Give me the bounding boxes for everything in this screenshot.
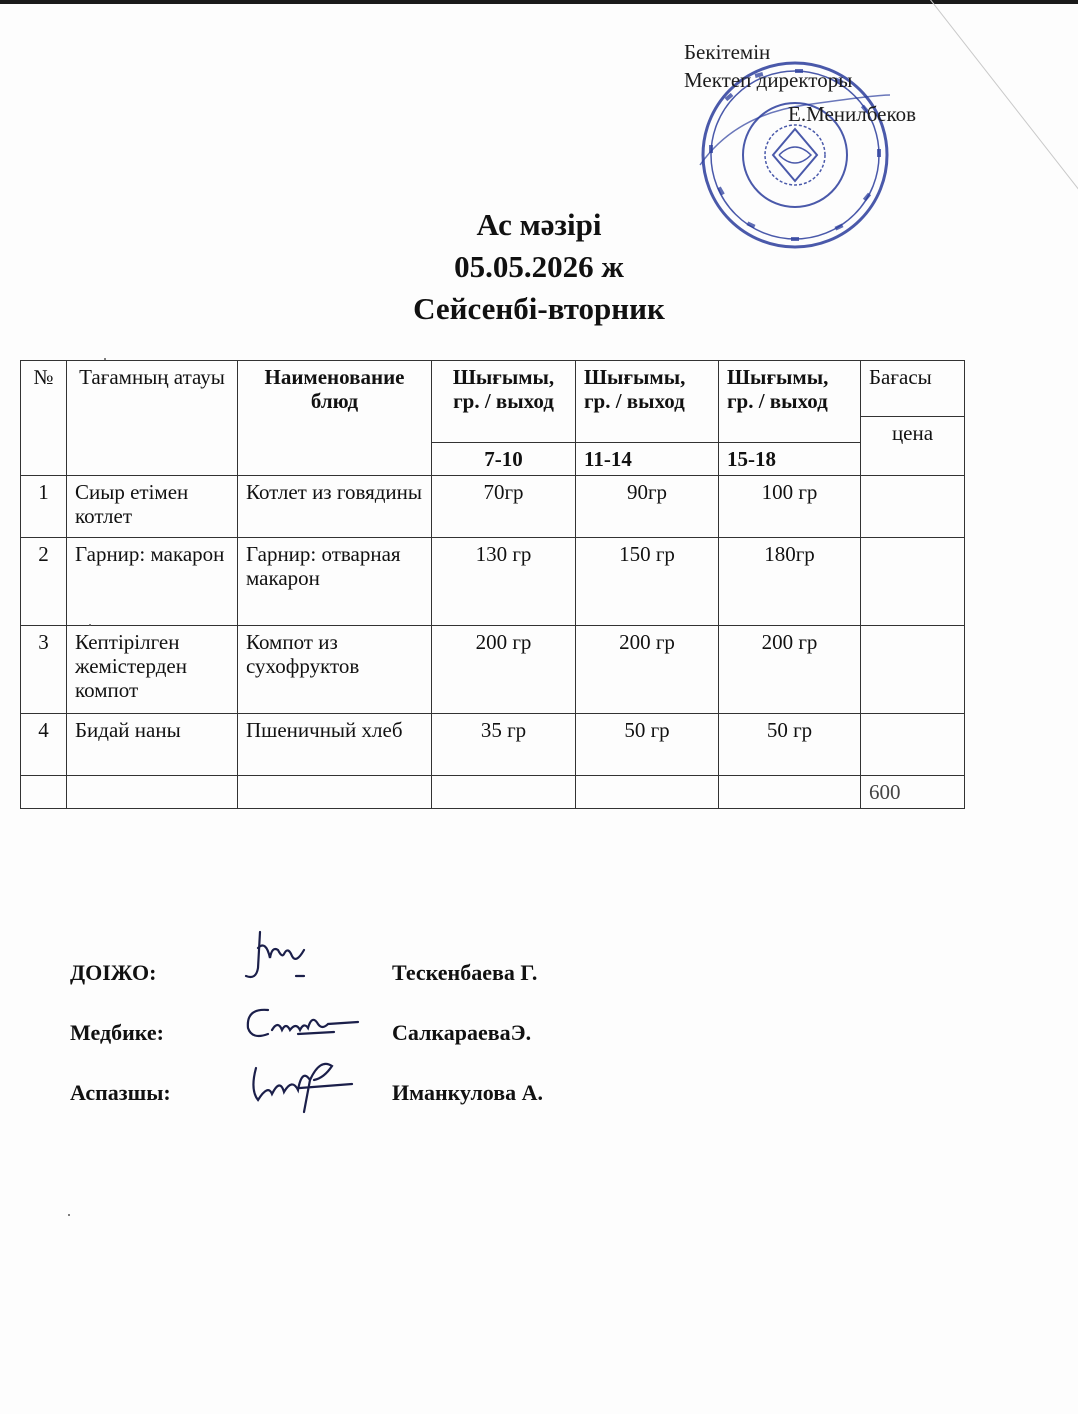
title-weekday: Сейсенбі-вторник [413,291,665,326]
scan-speck [104,358,106,360]
handwritten-signature-3 [240,1050,370,1115]
row-yield-2: 150 гр [576,538,719,626]
table-row [21,714,965,776]
total-empty-cell [576,776,719,809]
row-name-kz: Сиыр етімен котлет [67,476,238,538]
page-top-edge [0,0,1078,4]
table-row [21,538,965,626]
row-price [861,538,965,626]
row-price [861,714,965,776]
row-name-kz: Гарнир: макарон [67,538,238,626]
menu-table [20,360,965,809]
row-yield-1: 130 гр [432,538,576,626]
title-menu: Ас мәзірі [476,207,602,242]
row-num: 2 [21,538,67,626]
row-yield-3: 100 гр [719,476,861,538]
approval-director-name: Е.Менилбеков [788,102,917,126]
row-num: 3 [21,626,67,714]
total-empty-cell [21,776,67,809]
scan-speck [89,624,91,626]
row-yield-3: 50 гр [719,714,861,776]
header-price-ru: цена [861,417,965,476]
header-yield-3: Шығымы, гр. / выход [719,361,861,443]
table-row [21,626,965,714]
signature-role: Аспазшы: [70,1080,171,1105]
row-price [861,476,965,538]
header-age-11-14: 11-14 [576,443,719,476]
row-yield-2: 50 гр [576,714,719,776]
approval-line-director: Мектеп директоры [684,68,853,92]
signature-role: Медбике: [70,1020,164,1045]
row-name-ru: Гарнир: отварная макарон [238,538,432,626]
header-age-15-18: 15-18 [719,443,861,476]
header-age-7-10: 7-10 [432,443,576,476]
row-num: 1 [21,476,67,538]
signature-person: Тескенбаева Г. [392,960,538,985]
total-empty-cell [238,776,432,809]
table-header-row [21,361,965,417]
header-price-kz: Бағасы [861,361,965,417]
row-num: 4 [21,714,67,776]
table-row [21,476,965,538]
scan-speck [68,1214,70,1216]
document-title [0,204,1078,330]
signature-role: ДОІЖО: [70,960,157,985]
row-name-ru: Пшеничный хлеб [238,714,432,776]
header-yield-2: Шығымы, гр. / выход [576,361,719,443]
title-date: 05.05.2026 ж [454,249,624,284]
total-empty-cell [719,776,861,809]
signature-person: СалкараеваЭ. [392,1020,532,1045]
handwritten-signature-1 [238,928,318,988]
row-name-ru: Котлет из говядины [238,476,432,538]
approval-block [684,38,917,126]
signature-person: Иманкулова А. [392,1080,544,1105]
paper-fold-line [930,0,1078,197]
row-yield-1: 200 гр [432,626,576,714]
row-name-kz: Бидай наны [67,714,238,776]
row-yield-1: 70гр [432,476,576,538]
table-total-row [21,776,965,809]
header-yield-1: Шығымы, гр. / выход [432,361,576,443]
total-empty-cell [67,776,238,809]
header-num: № [21,361,67,476]
total-empty-cell [432,776,576,809]
approval-line-approve: Бекітемін [684,40,771,64]
total-price: 600 [861,776,965,809]
handwritten-signature-2 [238,1000,368,1050]
row-yield-3: 200 гр [719,626,861,714]
row-price [861,626,965,714]
row-name-kz: Кептірілген жемістерден компот [67,626,238,714]
row-yield-1: 35 гр [432,714,576,776]
row-yield-2: 200 гр [576,626,719,714]
header-name-ru: Наименование блюд [238,361,432,476]
header-name-kz: Тағамның атауы [67,361,238,476]
row-yield-2: 90гр [576,476,719,538]
row-name-ru: Компот из сухофруктов [238,626,432,714]
row-yield-3: 180гр [719,538,861,626]
